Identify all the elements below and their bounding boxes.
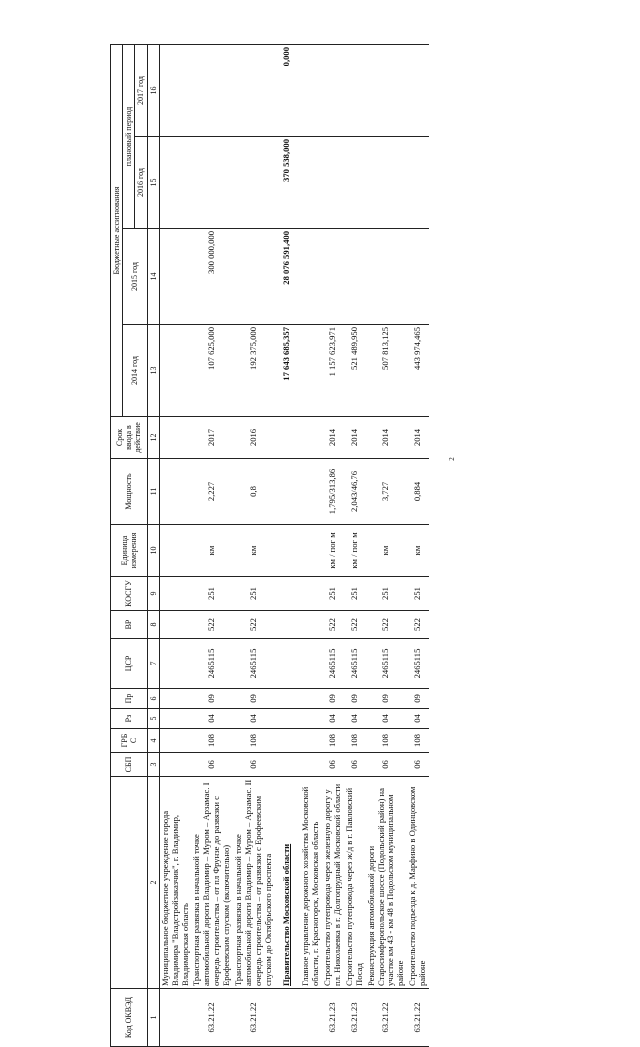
cell-grbs: 108 [407,729,429,753]
cell-grbs: 108 [344,729,366,753]
cell-sbp [159,753,191,777]
cell-term [274,417,300,459]
cell-vr [274,611,300,639]
cell-csr [274,639,300,689]
cell-name: Муниципальное бюджетное учреждение города Владимира "Владстройзаказчик", г. Владимир, Владимирская область [159,777,191,989]
cell-vr: 522 [407,611,429,639]
cell-grbs: 108 [191,729,233,753]
cell-csr: 2465115 [322,639,344,689]
cell-okved: 63.21.22 [407,989,429,1047]
cell-okved: 63.21.22 [233,989,275,1047]
cell-rz: 04 [191,709,233,729]
table-row [344,45,366,1047]
cell-y2015 [366,229,408,325]
cell-pr: 09 [366,689,408,709]
table-row [300,45,322,1047]
cell-vr: 522 [366,611,408,639]
cell-vr: 522 [322,611,344,639]
cell-sbp: 06 [233,753,275,777]
cell-y2016 [159,137,191,229]
cell-csr: 2465115 [344,639,366,689]
cell-csr: 2465115 [407,639,429,689]
cell-y2014 [300,325,322,417]
cell-y2017 [407,45,429,137]
cell-y2016 [300,137,322,229]
cell-vr: 522 [344,611,366,639]
cell-y2016: 370 538,000 [274,137,300,229]
cell-vr [159,611,191,639]
column-number: 11 [147,459,159,525]
header-csr: ЦСР [111,639,148,689]
cell-kosgu: 251 [322,577,344,611]
header-okved: Код ОКВЭД [111,989,148,1047]
cell-sbp: 06 [407,753,429,777]
header-2014: 2014 год [123,325,147,417]
cell-kosgu [274,577,300,611]
cell-kosgu: 251 [233,577,275,611]
cell-y2015 [344,229,366,325]
cell-y2017 [159,45,191,137]
column-number: 4 [147,729,159,753]
cell-y2015 [159,229,191,325]
cell-name: Транспортная развязка в начальной точке автомобильной дороги Владимир – Муром – Арзамас. II очередь строительства – от развязки с Ерофеевским спуском до Октябрьского проспекта [233,777,275,989]
cell-term: 2016 [233,417,275,459]
cell-csr: 2465115 [191,639,233,689]
cell-term: 2014 [407,417,429,459]
header-kosgu: КОСГУ [111,577,148,611]
cell-y2014: 443 974,465 [407,325,429,417]
cell-rz [274,709,300,729]
column-number: 9 [147,577,159,611]
cell-term: 2014 [322,417,344,459]
cell-okved [159,989,191,1047]
cell-name: Главное управление дорожного хозяйства Московской области, г. Красногорск, Московская область [300,777,322,989]
cell-vr: 522 [233,611,275,639]
cell-pr: 09 [233,689,275,709]
cell-unit: км / пог м [344,525,366,577]
table-row [322,45,344,1047]
cell-okved: 63.21.23 [322,989,344,1047]
cell-term [159,417,191,459]
cell-grbs: 108 [322,729,344,753]
cell-y2016 [344,137,366,229]
cell-okved: 63.21.22 [366,989,408,1047]
header-2017: 2017 год [135,45,147,137]
column-number: 8 [147,611,159,639]
cell-unit [274,525,300,577]
table-row [274,45,300,1047]
cell-y2014: 521 489,950 [344,325,366,417]
cell-term [300,417,322,459]
cell-name: Строительство путепровода через железную дорогу у пл. Николаевка в г. Долгопрудный Московской области [322,777,344,989]
cell-y2015: 28 076 591,400 [274,229,300,325]
header-name [111,777,148,989]
cell-power: 2,227 [191,459,233,525]
cell-y2014: 107 625,000 [191,325,233,417]
cell-power: 0,884 [407,459,429,525]
cell-kosgu [159,577,191,611]
cell-sbp [274,753,300,777]
table-row [159,45,191,1047]
column-number: 6 [147,689,159,709]
cell-power: 1,795/313,86 [322,459,344,525]
cell-y2015: 300 000,000 [191,229,233,325]
cell-y2017 [191,45,233,137]
cell-y2014: 192 375,000 [233,325,275,417]
rotated-document-sheet [110,45,524,1047]
cell-term: 2014 [366,417,408,459]
cell-kosgu: 251 [344,577,366,611]
column-number: 16 [147,45,159,137]
cell-okved [274,989,300,1047]
cell-rz: 04 [233,709,275,729]
header-budget: Бюджетные ассигнования [111,45,123,417]
cell-grbs [159,729,191,753]
cell-y2017: 0,000 [274,45,300,137]
cell-grbs [274,729,300,753]
cell-pr: 09 [322,689,344,709]
cell-grbs [300,729,322,753]
cell-vr: 522 [191,611,233,639]
cell-name: Строительство подъезда к д. Марфино в Одинцовском районе [407,777,429,989]
cell-y2016 [407,137,429,229]
cell-power: 3,727 [366,459,408,525]
cell-csr: 2465115 [366,639,408,689]
cell-unit: км [366,525,408,577]
cell-y2017 [300,45,322,137]
cell-pr [159,689,191,709]
cell-y2015 [233,229,275,325]
cell-csr [159,639,191,689]
cell-y2015 [407,229,429,325]
header-grbs: ГРБ С [111,729,148,753]
cell-rz: 04 [407,709,429,729]
cell-rz: 04 [366,709,408,729]
cell-sbp: 06 [322,753,344,777]
cell-grbs: 108 [233,729,275,753]
cell-sbp: 06 [191,753,233,777]
cell-y2014: 17 643 685,357 [274,325,300,417]
cell-y2016 [191,137,233,229]
column-number: 7 [147,639,159,689]
column-number: 12 [147,417,159,459]
table-row [233,45,275,1047]
cell-kosgu: 251 [191,577,233,611]
cell-power [159,459,191,525]
column-number: 2 [147,777,159,989]
cell-term: 2014 [344,417,366,459]
cell-term: 2017 [191,417,233,459]
table-row [407,45,429,1047]
cell-csr: 2465115 [233,639,275,689]
cell-unit [300,525,322,577]
header-term: Срок ввода в действие [111,417,148,459]
cell-y2017 [233,45,275,137]
cell-y2017 [366,45,408,137]
cell-unit [159,525,191,577]
table-row [366,45,408,1047]
header-rz: Рз [111,709,148,729]
header-unit: Единица измерения [111,525,148,577]
cell-power: 0,8 [233,459,275,525]
cell-sbp: 06 [344,753,366,777]
table-row [191,45,233,1047]
header-2016: 2016 год [135,137,147,229]
budget-table [110,44,429,1047]
cell-power: 2,043/46,76 [344,459,366,525]
cell-okved: 63.21.22 [191,989,233,1047]
cell-power [300,459,322,525]
column-number: 13 [147,325,159,417]
header-sbp: СБП [111,753,148,777]
cell-pr [300,689,322,709]
cell-pr: 09 [191,689,233,709]
cell-rz: 04 [322,709,344,729]
cell-pr: 09 [344,689,366,709]
cell-rz: 04 [344,709,366,729]
cell-kosgu [300,577,322,611]
cell-grbs: 108 [366,729,408,753]
cell-y2017 [322,45,344,137]
cell-name: Строительство путепровода через ж/д в г. Павловский Посад [344,777,366,989]
cell-y2015 [322,229,344,325]
cell-unit: км [407,525,429,577]
cell-csr [300,639,322,689]
header-vr: ВР [111,611,148,639]
column-number: 14 [147,229,159,325]
header-2015: 2015 год [123,229,147,325]
cell-rz [159,709,191,729]
cell-name: Транспортная развязка в начальной точке автомобильной дороги Владимир – Муром – Арзамас. I очередь строительства – от пл Фрунзе до развязки с Ерофеевским спуском (включительно) [191,777,233,989]
cell-y2016 [322,137,344,229]
column-number-row [147,45,159,1047]
cell-kosgu: 251 [407,577,429,611]
cell-pr: 09 [407,689,429,709]
cell-rz [300,709,322,729]
cell-y2014: 507 813,125 [366,325,408,417]
cell-okved [300,989,322,1047]
cell-power [274,459,300,525]
cell-y2014 [159,325,191,417]
column-number: 5 [147,709,159,729]
cell-y2016 [233,137,275,229]
column-number: 1 [147,989,159,1047]
cell-y2016 [366,137,408,229]
cell-sbp: 06 [366,753,408,777]
cell-y2017 [344,45,366,137]
column-number: 15 [147,137,159,229]
cell-name: Реконструкция автомобильной дороги Старосимферопольское шоссе (Подольский район) на участке км 43 - км 48 в Подольском муниципальном районе [366,777,408,989]
cell-name: Правительство Московской области [274,777,300,989]
cell-sbp [300,753,322,777]
cell-kosgu: 251 [366,577,408,611]
header-pr: Пр [111,689,148,709]
cell-vr [300,611,322,639]
cell-y2014: 1 157 623,971 [322,325,344,417]
column-number: 3 [147,753,159,777]
header-plan: плановый период [123,45,135,229]
header-power: Мощность [111,459,148,525]
page-number: 2 [447,457,456,461]
cell-unit: км [191,525,233,577]
column-number: 10 [147,525,159,577]
cell-okved: 63.21.23 [344,989,366,1047]
table-body [159,45,429,1047]
cell-y2015 [300,229,322,325]
cell-unit: км [233,525,275,577]
cell-unit: км / пог м [322,525,344,577]
cell-pr [274,689,300,709]
